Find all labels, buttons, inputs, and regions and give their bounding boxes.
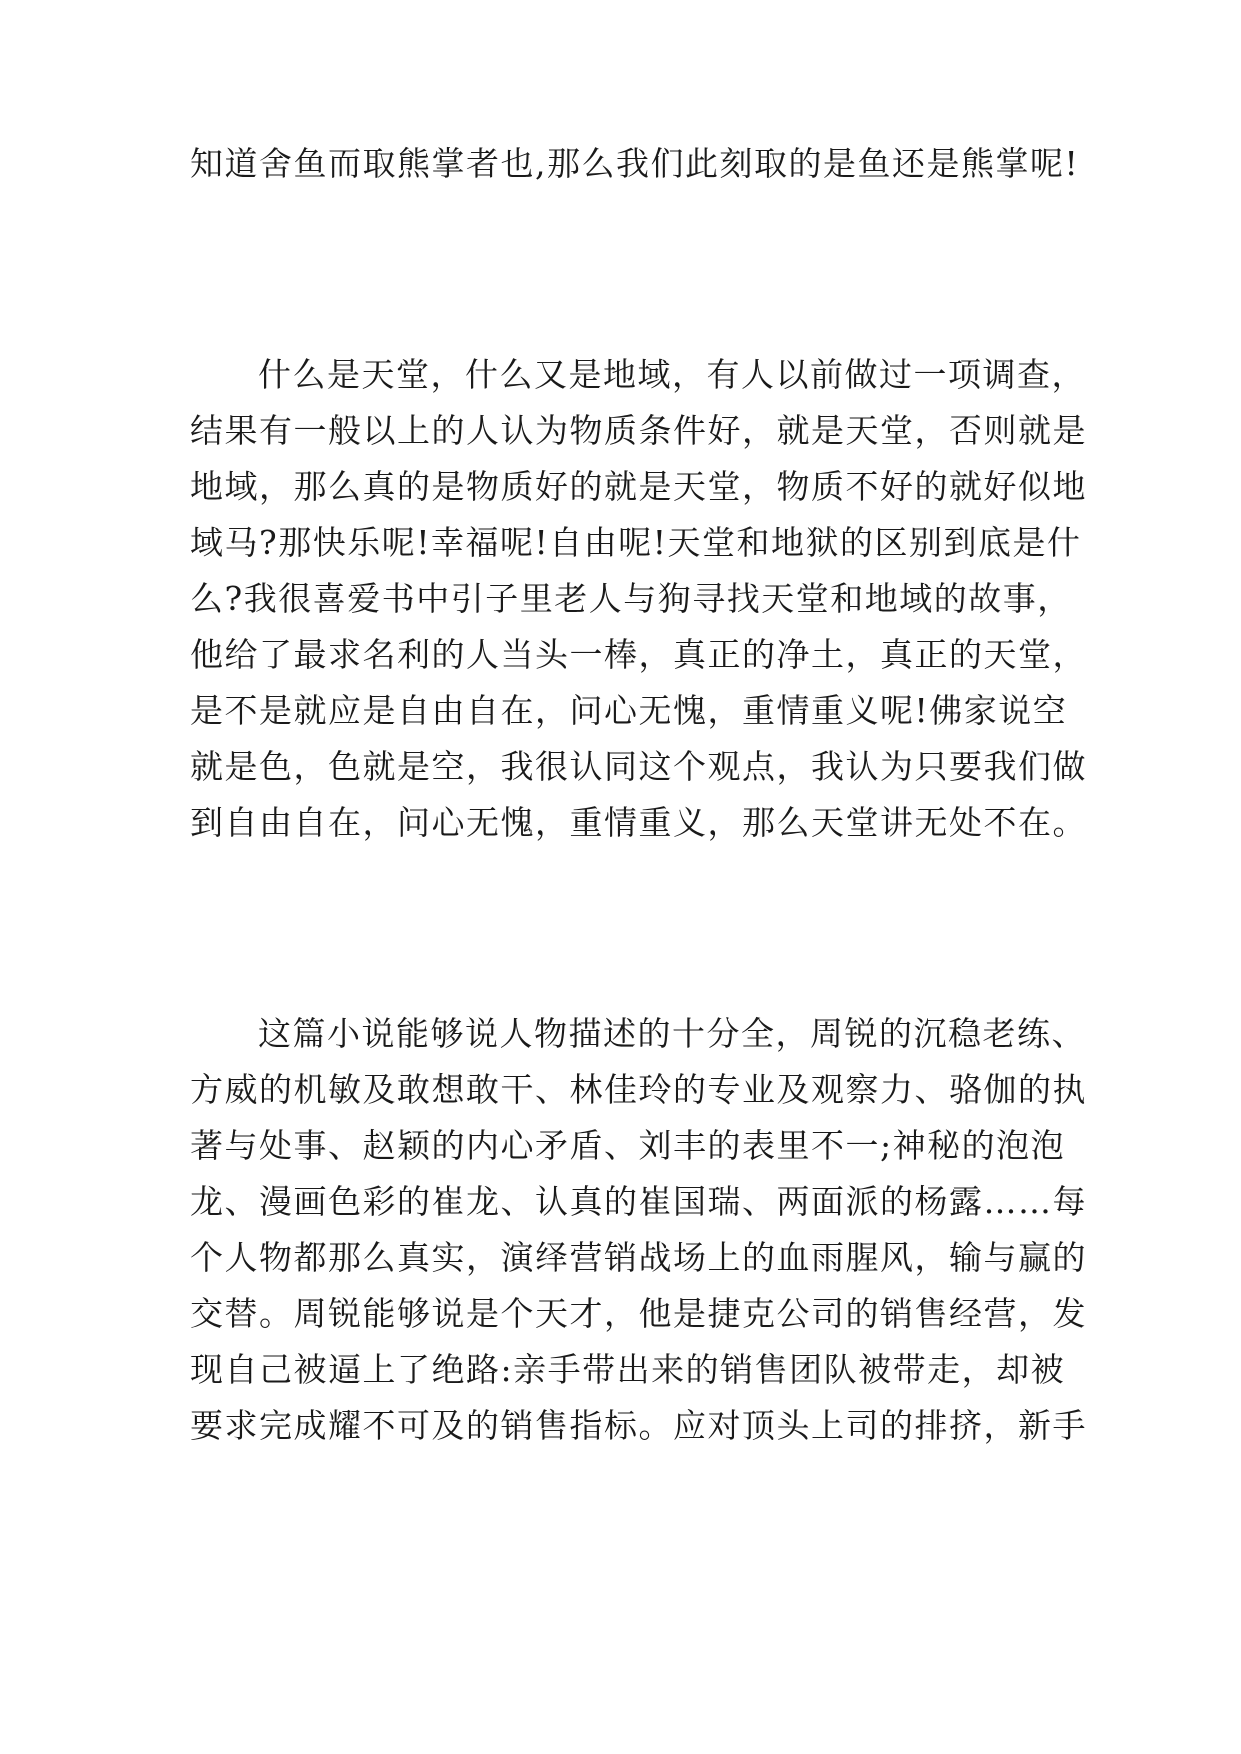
- text-line: 要求完成耀不可及的销售指标。应对顶头上司的排挤，新手: [190, 1406, 1087, 1445]
- text-line: 方威的机敏及敢想敢干、林佳玲的专业及观察力、骆伽的执: [190, 1070, 1087, 1109]
- text-line: 结果有一般以上的人认为物质条件好，就是天堂，否则就是: [190, 411, 1087, 450]
- text-line: 地域，那么真的是物质好的就是天堂，物质不好的就好似地: [190, 467, 1087, 506]
- text-line: 就是色，色就是空，我很认同这个观点，我认为只要我们做: [190, 747, 1087, 786]
- text-line: 域马?那快乐呢!幸福呢!自由呢!天堂和地狱的区别到底是什: [190, 523, 1082, 562]
- text-line: 个人物都那么真实，演绎营销战场上的血雨腥风，输与赢的: [190, 1238, 1087, 1277]
- text-line: 现自己被逼上了绝路:亲手带出来的销售团队被带走，却被: [190, 1350, 1066, 1389]
- text-line: 知道舍鱼而取熊掌者也,那么我们此刻取的是鱼还是熊掌呢!: [190, 144, 1080, 183]
- text-line: 龙、漫画色彩的崔龙、认真的崔国瑞、两面派的杨露……每: [190, 1182, 1087, 1221]
- text-line: 著与处事、赵颖的内心矛盾、刘丰的表里不一;神秘的泡泡: [190, 1126, 1066, 1165]
- text-line: 是不是就应是自由自在，问心无愧，重情重义呢!佛家说空: [190, 691, 1068, 730]
- text-line: 么?我很喜爱书中引子里老人与狗寻找天堂和地域的故事，: [190, 579, 1072, 618]
- text-line: 什么是天堂，什么又是地域，有人以前做过一项调查，: [258, 355, 1086, 394]
- text-line: 到自由自在，问心无愧，重情重义，那么天堂讲无处不在。: [190, 803, 1087, 842]
- text-line: 交替。周锐能够说是个天才，他是捷克公司的销售经营，发: [190, 1294, 1087, 1333]
- text-line: 这篇小说能够说人物描述的十分全，周锐的沉稳老练、: [258, 1014, 1086, 1053]
- text-line: 他给了最求名利的人当头一棒，真正的净土，真正的天堂，: [190, 635, 1087, 674]
